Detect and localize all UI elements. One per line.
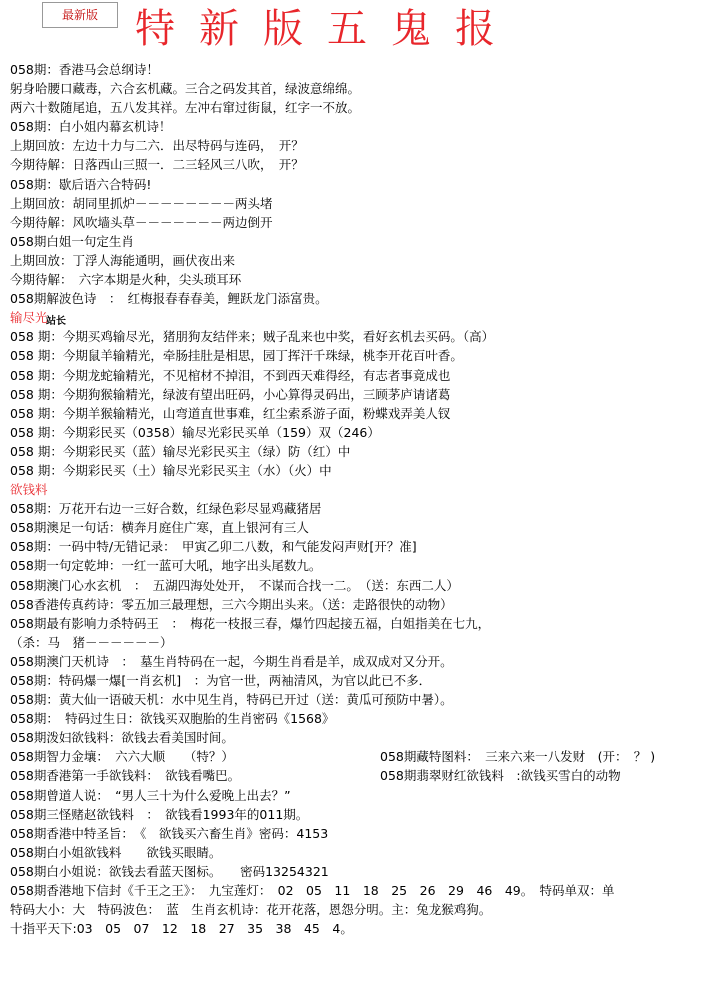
want-money-section [10,499,715,747]
pair-left-text: 058期香港第一手欲钱料： 欲钱看嘴巴。 [10,768,241,784]
text-line: 058 期：今期彩民买（土）输尽光彩民买主（水）（火）中 [10,462,332,478]
page-title: 特新版五鬼报 [135,6,519,52]
text-line: 058期：黄大仙一语破天机：水中见生肖，特码已开过（送：黄瓜可预防中暑）。 [10,692,453,708]
paired-row [10,766,715,785]
text-line: 058期澳门天机诗 ： 墓生肖特码在一起，今期生肖看是羊，成双成对又分开。 [10,653,453,669]
section-heading-want-money: 欲钱料 [10,482,48,498]
text-line: 今期待解：风吹墙头草－－－－－－－两边倒开 [10,214,273,230]
closing-section [10,786,715,939]
paired-lines [10,747,715,785]
latest-version-badge: 最新版 [42,2,118,28]
overlay-note: 站长 [46,316,66,327]
text-line: 058 期：今期狗猴输精光，绿波有望出旺码，小心算得灵码出，三顾茅庐请诸葛 [10,386,451,402]
text-line: 058期白姐一句定生肖 [10,233,134,249]
text-line: 058期一句定乾坤：一红一蓝可大吼，地字出头尾数九。 [10,558,322,574]
text-line: 今期待解：日落西山三照一．二三轻风三八吹， 开？ [10,157,304,173]
document-body [10,60,715,938]
text-line: 058期泼妇欲钱料：欲钱去看美国时间。 [10,730,234,746]
text-line: 058期： 特码过生日：欲钱买双胞胎的生肖密码《1568》 [10,711,335,727]
text-line: 今期待解： 六字本期是火种，尖头琐耳环 [10,272,242,288]
text-line: 058期：歇后语六合特码! [10,176,152,192]
text-line: 058期曾道人说： “男人三十为什么爱晚上出去？” [10,787,291,803]
text-line: 058 期：今期羊猴输精光，山弯道直世事难，红尘索系游子面，粉蝶戏弄美人钗 [10,405,451,421]
text-line: 躬身哈腰口藏毒，六合玄机藏。三合之码发其首，绿波意绵绵。 [10,81,361,97]
text-line: 058 期：今期鼠羊输精光，牵肠挂肚是相思，园丁挥汗千珠绿，桃李开花百叶香。 [10,348,463,364]
paired-row [10,747,715,766]
text-line: 058期澳门心水玄机 ： 五湖四海处处开， 不谋而合找一二。 （送：东西二人） [10,577,459,593]
text-line: 上期回放：胡同里抓炉－－－－－－－－两头堵 [10,195,273,211]
text-line: 058期解波色诗 ： 红梅报春春春美，鲤跃龙门添富贵。 [10,291,328,307]
text-line: 058期最有影响力杀特码王 ： 梅花一枝报三春，爆竹四起接五福，白姐指美在七九， [10,615,491,631]
text-line: 上期回放：左边十力与二六．出尽特码与连码， 开？ [10,138,304,154]
section-heading-lose-all: 输尽光 [10,310,48,326]
text-line: 058期白小姐欲钱料 欲钱买眼睛。 [10,844,222,860]
text-line: 058 期：今期彩民买（蓝）输尽光彩民买主（绿）防（红）中 [10,443,351,459]
text-line: 058期：白小姐内幕玄机诗！ [10,119,172,135]
pair-right-text: 058期翡翠财红欲钱料 :欲钱买雪白的动物 [380,768,621,784]
text-line: 058期：一码中特/无错记录： 甲寅乙卯二八数，和气能发闷声财[开？准] [10,539,417,555]
text-line: 058香港传真药诗：零五加三最理想，三六今期出头来。（送：走路很快的动物） [10,596,453,612]
pair-left-text: 058期智力金壤： 六六大顺 （特？） [10,749,234,765]
text-line: 特码大小：大 特码波色： 蓝 生肖玄机诗：花开花落，恩怨分明。主：兔龙猴鸡狗。 [10,902,492,918]
text-line: 058期香港地下信封《千王之王》： 九宝莲灯： 02 05 11 18 25 26 29 46 49。 特码单双：单 [10,883,615,899]
text-line: 058 期：今期买鸡输尽光，猪朋狗友结伴来；贼子乱来也中奖，看好玄机去买码。（高） [10,329,495,345]
text-line: 058期白小姐说：欲钱去看蓝天图标。 密码13254321 [10,863,329,879]
lose-all-section [10,327,715,480]
text-line: 058期：特码爆一爆[一肖玄机] ：为官一世，两袖清风，为官以此已不多． [10,673,432,688]
text-line: 058 期：今期彩民买（0358）输尽光彩民买单（159）双（246） [10,424,380,440]
text-line: 十指平天下:03 05 07 12 18 27 35 38 45 4。 [10,921,353,937]
text-line: 058期三怪赌赵欲钱料 ： 欲钱看1993年的011期。 [10,806,309,822]
text-line: 上期回放：丁浮人海能通明，画伏夜出来 [10,252,236,268]
text-line: 058期香港中特圣旨： 《 欲钱买六畜生肖》密码：4153 [10,825,329,841]
pair-right-text: 058期藏特图料： 三来六来一八发财 (开： ？ ) [380,749,656,765]
text-line: 058期：香港马会总纲诗！ [10,62,159,77]
text-line: 058期：万花开右边一三好合数，红绿色彩尽显鸡藏猪居 [10,501,322,517]
poem-section [10,60,715,308]
text-line: （杀：马 猪－－－－－－） [10,634,173,650]
text-line: 058 期：今期龙蛇输精光，不见棺材不掉泪，不到西天难得经，有志者事竟成也 [10,367,451,383]
text-line: 两六十数随尾追，五八发其祥。左冲右窜过街鼠，红字一不放。 [10,100,361,116]
text-line: 058期澳足一句话：横奔月庭住广寒，直上银河有三人 [10,520,309,536]
